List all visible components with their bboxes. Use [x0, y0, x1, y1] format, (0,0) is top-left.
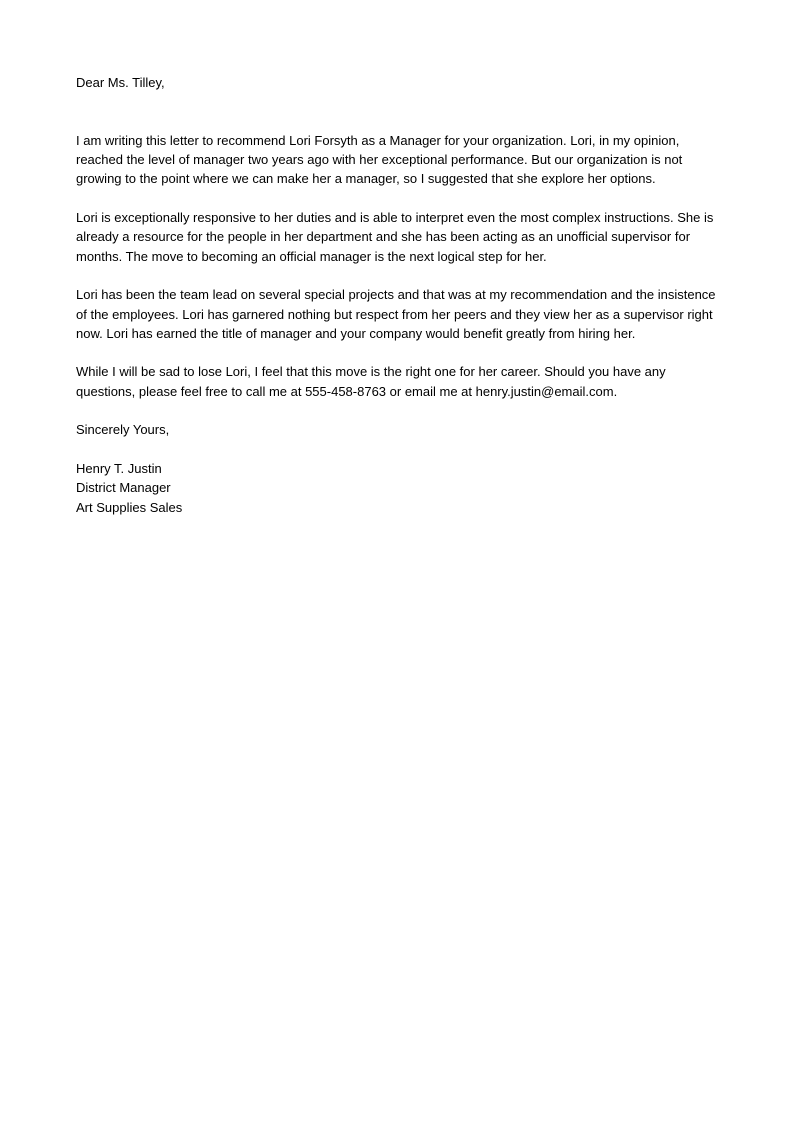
signature-company: Art Supplies Sales — [76, 499, 183, 515]
paragraph-recommendation: I am writing this letter to recommend Lori Forsyth as a Manager for your organization. Lori, in my opinion, reached the level of manager two years ago with her exceptional performance. But our organization is not growing to the point where we can make her a manager, so I suggested that she explore her options. — [76, 132, 683, 187]
signature-name: Henry T. Justin — [76, 460, 162, 476]
paragraph-team-lead: Lori has been the team lead on several special projects and that was at my recommendation and the insistence of the employees. Lori has garnered nothing but respect from her peers and they view her as a supervisor right now. Lori has earned the title of manager and your company would benefit greatly from hiring her. — [76, 287, 716, 341]
signature-block — [76, 459, 716, 517]
signature-title: District Manager — [76, 480, 171, 496]
salutation: Dear Ms. Tilley, — [76, 75, 165, 90]
letter-body — [76, 73, 716, 517]
paragraph-responsiveness: Lori is exceptionally responsive to her duties and is able to interpret even the most complex instructions. She is already a resource for the people in her department and she has been acting as an unofficial supervisor for months. The move to becoming an official manager is the next logical step for her. — [76, 210, 714, 264]
paragraph-contact: While I will be sad to lose Lori, I feel that this move is the right one for her career. Should you have any questions, please feel free to call me at 555-458-8763 or email me at henry.justin@email.com. — [76, 364, 666, 399]
closing: Sincerely Yours, — [76, 422, 170, 438]
